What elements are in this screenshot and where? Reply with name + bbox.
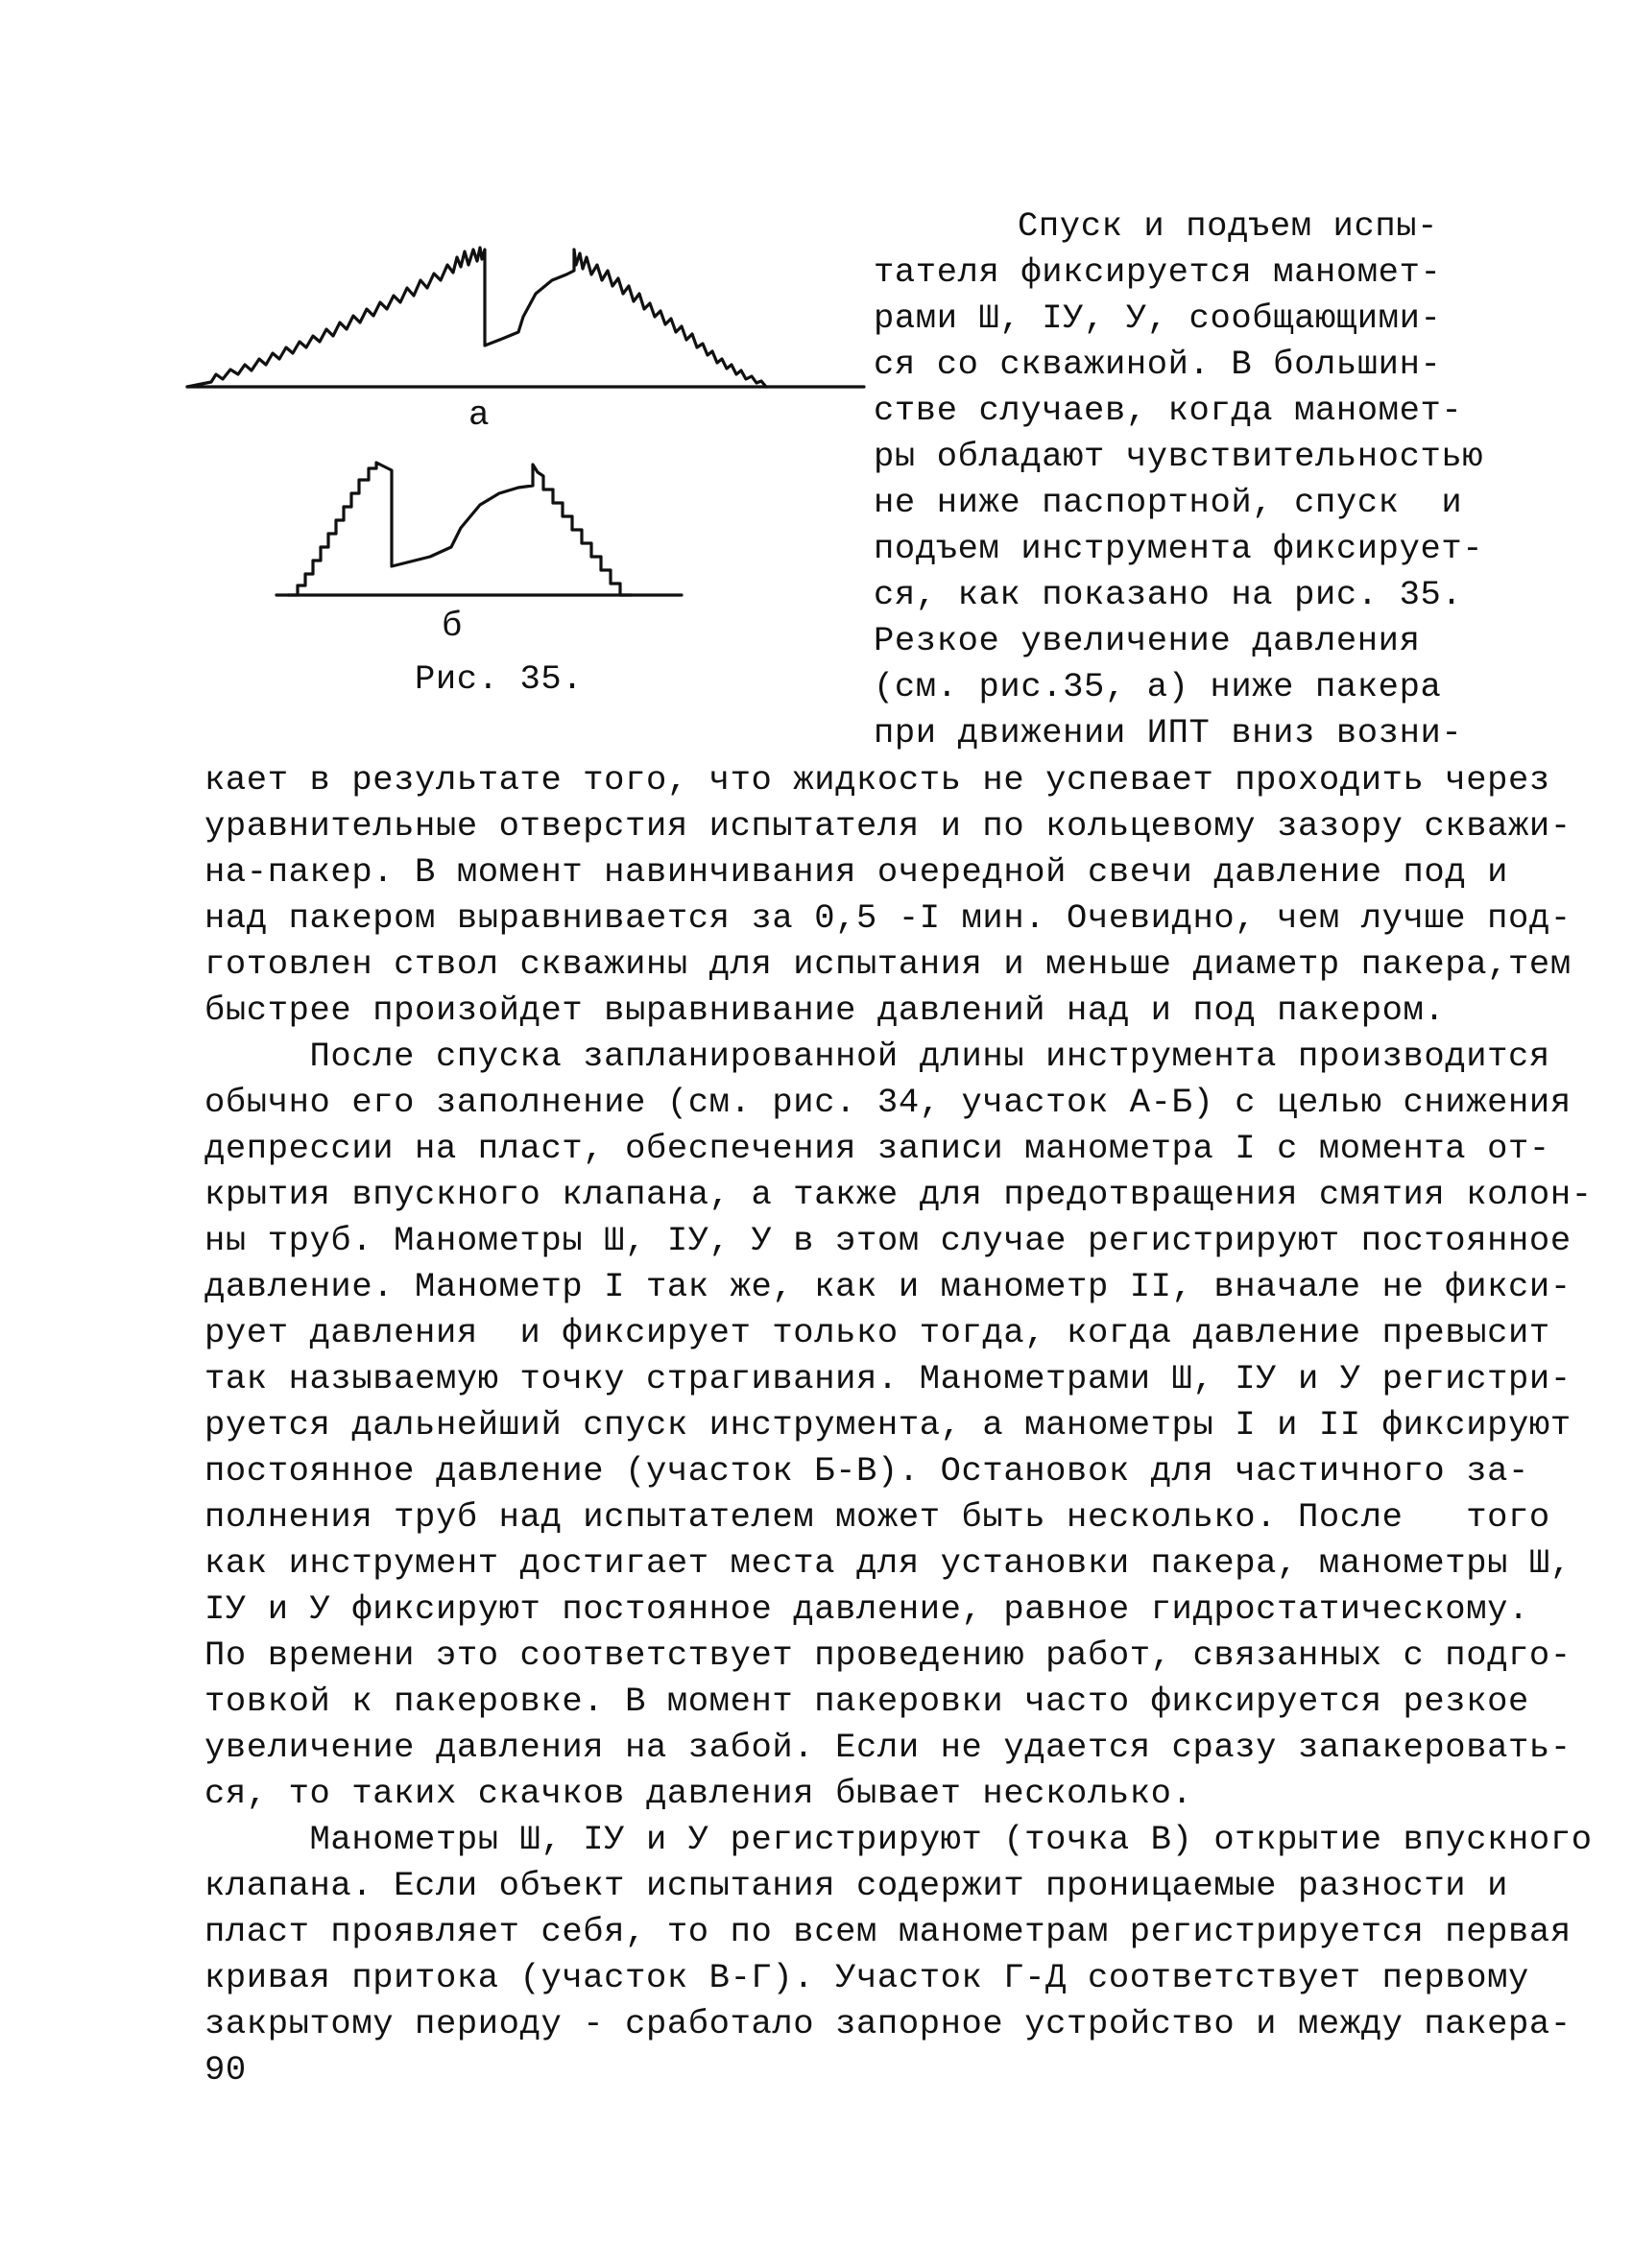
body-line: IУ и У фиксируют постоянное давление, равное гидростатическому. <box>204 1589 1529 1629</box>
body-line: кает в результате того, что жидкость не успевает проходить через <box>204 760 1550 800</box>
body-line: постоянное давление (участок Б-В). Остановок для частичного за- <box>204 1451 1529 1491</box>
body-line: крытия впускного клапана, а также для предотвращения смятия колон- <box>204 1175 1593 1214</box>
body-line: По времени это соответствует проведению работ, связанных с подго- <box>204 1635 1572 1675</box>
side-line: тателя фиксируется маномет- <box>874 252 1442 292</box>
figure-35-diagrams <box>173 211 883 681</box>
side-line: Резкое увеличение давления <box>874 621 1421 660</box>
body-line: быстрее произойдет выравнивание давлений над и под пакером. <box>204 991 1446 1030</box>
body-line: ны труб. Манометры Ш, IУ, У в этом случае регистрируют постоянное <box>204 1221 1572 1260</box>
page-number: 90 <box>204 2050 247 2089</box>
body-line: депрессии на пласт, обеспечения записи манометра I с момента от- <box>204 1129 1550 1168</box>
body-line: пласт проявляет себя, то по всем манометрам регистрируется первая <box>204 1912 1572 1951</box>
body-line: клапана. Если объект испытания содержит проницаемые разности и <box>204 1866 1509 1905</box>
body-line: полнения труб над испытателем может быть несколько. После того <box>204 1497 1550 1537</box>
diagram-a-curve <box>187 248 766 387</box>
body-line: как инструмент достигает места для установки пакера, манометры Ш, <box>204 1543 1572 1583</box>
body-line: на-пакер. В момент навинчивания очередной свечи давление под и <box>204 852 1509 892</box>
body-line: увеличение давления на забой. Если не удается сразу запакеровать- <box>204 1728 1572 1767</box>
side-line: (см. рис.35, а) ниже пакера <box>874 667 1442 706</box>
side-line: Спуск и подъем испы- <box>1018 206 1439 246</box>
side-line: не ниже паспортной, спуск и <box>874 483 1463 522</box>
body-line: так называемую точку страгивания. Манометрами Ш, IУ и У регистри- <box>204 1359 1572 1398</box>
body-line: закрытому периоду - сработало запорное устройство и между пакера- <box>204 2004 1572 2043</box>
diagram-b-curve <box>288 463 632 595</box>
side-line: ся со скважиной. В большин- <box>874 345 1442 384</box>
body-line: рует давления и фиксирует только тогда, когда давление превысит <box>204 1313 1550 1352</box>
side-line: стве случаев, когда маномет- <box>874 391 1463 430</box>
diagram-b-label: б <box>442 607 463 646</box>
body-line: кривая притока (участок В-Г). Участок Г-Д соответствует первому <box>204 1958 1529 1997</box>
figure-caption: Рис. 35. <box>415 659 584 699</box>
diagram-a-label: a <box>468 395 490 435</box>
side-line: ся, как показано на рис. 35. <box>874 575 1463 614</box>
body-line: давление. Манометр I так же, как и манометр II, вначале не фикси- <box>204 1267 1572 1306</box>
body-line: ся, то таких скачков давления бывает несколько. <box>204 1774 1193 1813</box>
side-line: рами Ш, IУ, У, сообщающими- <box>874 298 1442 338</box>
body-line: После спуска запланированной длины инструмента производится <box>204 1037 1550 1076</box>
body-line: готовлен ствол скважины для испытания и меньше диаметр пакера,тем <box>204 944 1572 984</box>
body-line: товкой к пакеровке. В момент пакеровки часто фиксируется резкое <box>204 1682 1529 1721</box>
side-line: при движении ИПТ вниз возни- <box>874 713 1463 752</box>
side-line: подъем инструмента фиксирует- <box>874 529 1484 568</box>
body-line: над пакером выравнивается за 0,5 -I мин. Очевидно, чем лучше под- <box>204 898 1572 938</box>
side-line: ры обладают чувствительностью <box>874 437 1484 476</box>
body-line: обычно его заполнение (см. рис. 34, участок А-Б) с целью снижения <box>204 1083 1572 1122</box>
body-line: руется дальнейший спуск инструмента, а манометры I и II фиксируют <box>204 1405 1572 1444</box>
body-line: уравнительные отверстия испытателя и по кольцевому зазору скважи- <box>204 806 1572 846</box>
body-line: Манометры Ш, IУ и У регистрируют (точка В) открытие впускного <box>204 1820 1593 1859</box>
